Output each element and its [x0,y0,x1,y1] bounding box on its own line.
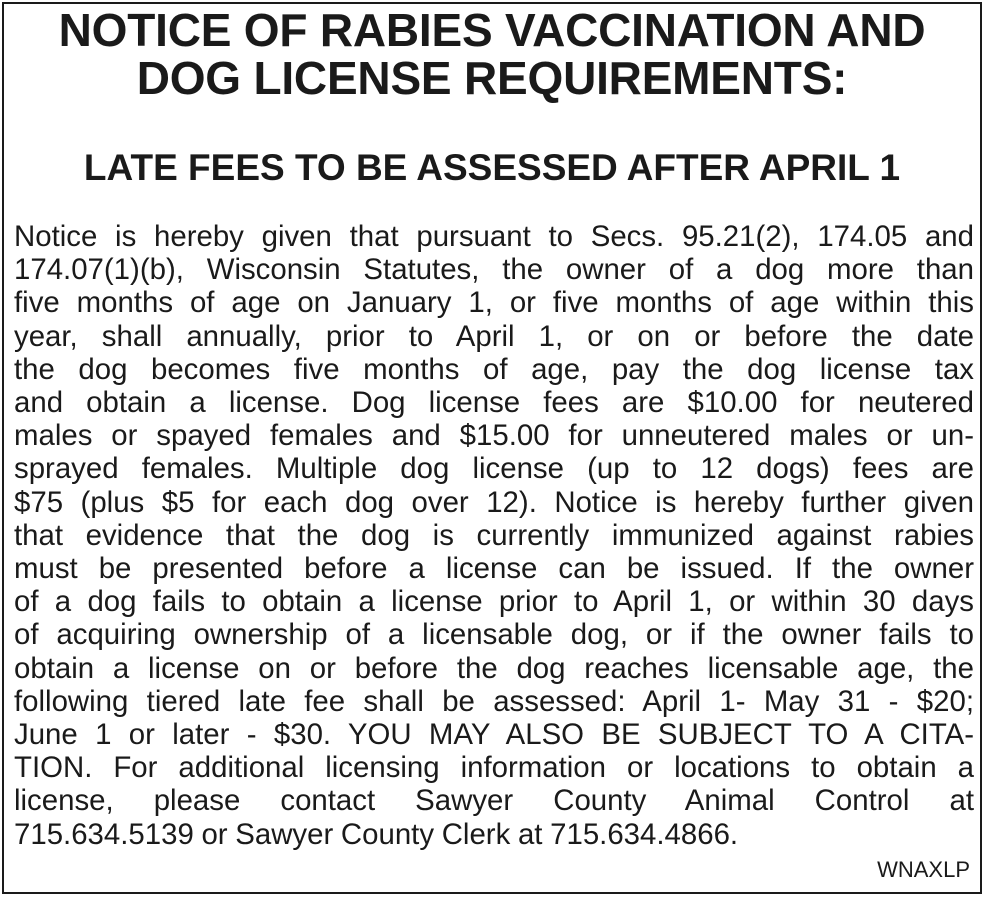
notice-body-line: five months of age on January 1, or five months of age within this [14,286,974,320]
notice-body-line: that evidence that the dog is currently immunized against rabies [14,518,974,552]
notice-title-line-1: NOTICE OF RABIES VACCINATION AND [58,4,926,56]
notice-body-line: following tiered late fee shall be assessed: April 1- May 31 - $20; [14,684,974,718]
notice-subtitle: LATE FEES TO BE ASSESSED AFTER APRIL 1 [83,147,901,188]
notice-body-line: Notice is hereby given that pursuant to Secs. 95.21(2), 174.05 and [14,220,974,253]
notice-body-line: must be presented before a license can be issued. If the owner [14,552,974,586]
notice-body-line: of a dog fails to obtain a license prior to April 1, or within 30 days [14,585,974,619]
notice-body-line: June 1 or later - $30. YOU MAY ALSO BE SUBJECT TO A CITA- [14,718,974,752]
notice-body-line: and obtain a license. Dog license fees are $10.00 for neutered [14,386,974,420]
publication-code: WNAXLP [877,857,970,882]
notice-title-line-2: DOG LICENSE REQUIREMENTS: [136,52,848,104]
notice-body-line: TION. For additional licensing information or locations to obtain a [14,751,974,785]
notice-body-line: 174.07(1)(b), Wisconsin Statutes, the owner of a dog more than [14,253,974,287]
notice-body-line: males or spayed females and $15.00 for unneutered males or un- [14,419,974,453]
notice-body-line: $75 (plus $5 for each dog over 12). Notice is hereby further given [14,485,974,519]
legal-notice [2,2,982,894]
notice-body-line: year, shall annually, prior to April 1, or on or before the date [14,319,974,353]
notice-body-line: of acquiring ownership of a licensable dog, or if the owner fails to [14,618,974,652]
notice-body-line: the dog becomes five months of age, pay the dog license tax [14,352,974,386]
notice-body-line: 715.634.5139 or Sawyer County Clerk at 715.634.4866. [14,817,739,851]
notice-body-line: sprayed females. Multiple dog license (up to 12 dogs) fees are [14,452,974,486]
notice-title [4,6,980,102]
notice-body-line: license, please contact Sawyer County Animal Control at [14,784,974,818]
notice-body [14,220,974,851]
notice-body-line: obtain a license on or before the dog reaches licensable age, the [14,651,974,685]
